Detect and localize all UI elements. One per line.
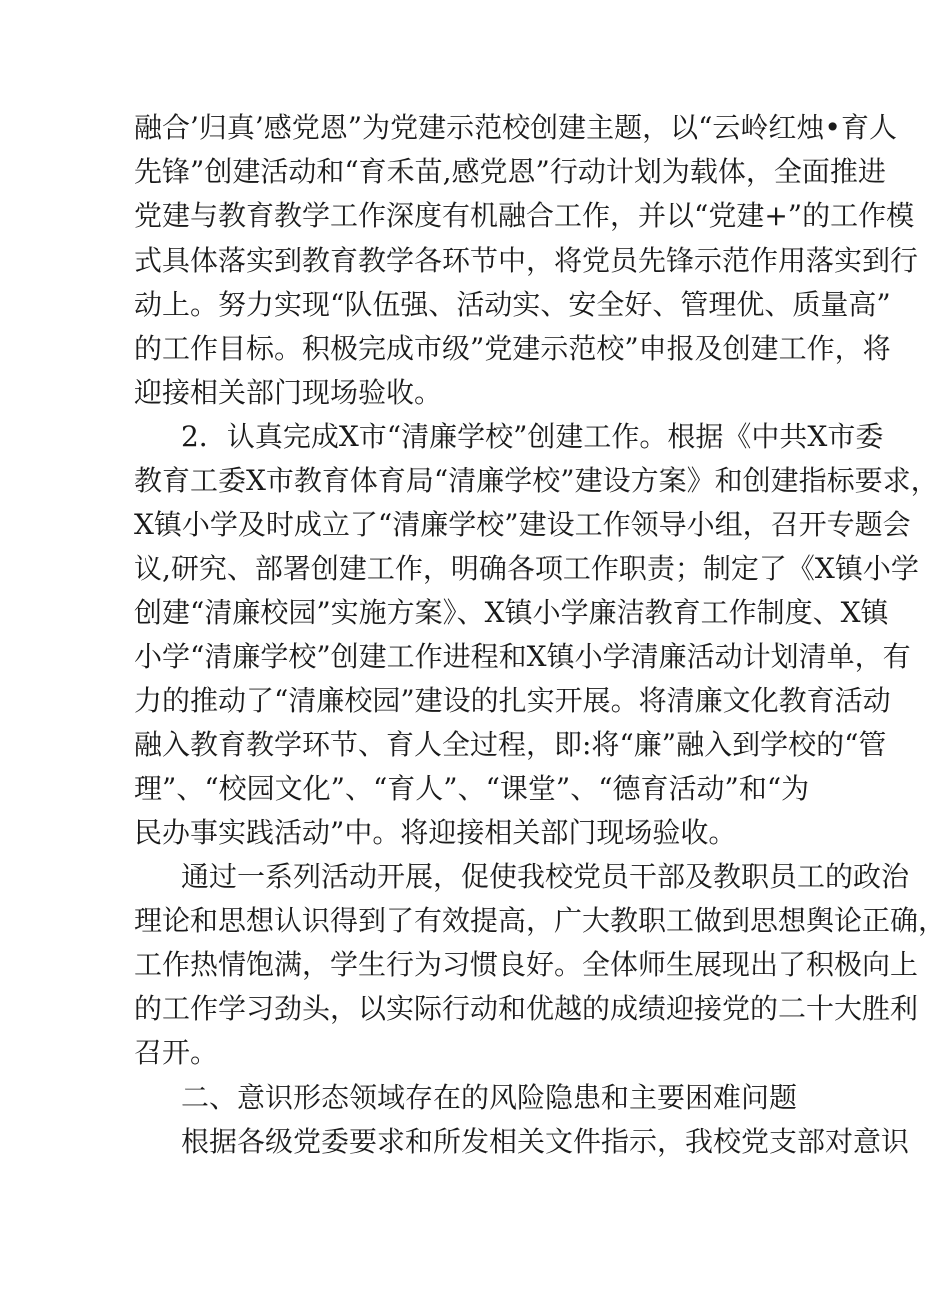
text-line: 教育工委X市教育体育局“清廉学校”建设方案》和创建指标要求， (134, 464, 939, 497)
text-line: 力的推动了“清廉校园”建设的扎实开展。将清廉文化教育活动 (134, 684, 891, 717)
text-line: 工作热情饱满，学生行为习惯良好。全体师生展现出了积极向上 (134, 948, 919, 981)
text-line: 议,研究、部署创建工作，明确各项工作职责；制定了《X镇小学 (134, 552, 919, 585)
section-heading: 二、意识形态领域存在的风险隐患和主要困难问题 (181, 1081, 798, 1114)
text-line: 召开。 (134, 1036, 219, 1069)
text-line: 的工作目标。积极完成市级”党建示范校”申报及创建工作，将 (134, 332, 891, 365)
text-line: 党建与教育教学工作深度有机融合工作，并以“党建+”的工作模 (134, 199, 915, 232)
text-line: 融合’归真’感党恩”为党建示范校创建主题，以“云岭红烛•育人 (134, 111, 897, 144)
text-line: 创建“清廉校园”实施方案》、X镇小学廉洁教育工作制度、X镇 (134, 596, 889, 629)
text-line: X镇小学及时成立了“清廉学校”建设工作领导小组，召开专题会 (134, 508, 911, 541)
text-line: 通过一系列活动开展，促使我校党员干部及教职员工的政治 (181, 860, 910, 893)
text-line: 的工作学习劲头，以实际行动和优越的成绩迎接党的二十大胜利 (134, 992, 919, 1025)
text-line: 式具体落实到教育教学各环节中，将党员先锋示范作用落实到行 (134, 244, 919, 277)
text-line: 理”、“校园文化”、“育人”、“课堂”、“德育活动”和“为 (134, 772, 810, 805)
text-line: 融入教育教学环节、育人全过程，即:将“廉”融入到学校的“管 (134, 728, 887, 761)
text-line: 先锋”创建活动和“育禾苗,感党恩”行动计划为载体，全面推进 (134, 155, 886, 188)
text-line: 理论和思想认识得到了有效提高，广大教职工做到思想舆论正确， (134, 904, 946, 937)
text-line: 根据各级党委要求和所发相关文件指示，我校党支部对意识 (181, 1125, 910, 1158)
text-line: 2．认真完成X市“清廉学校”创建工作。根据《中共X市委 (181, 420, 884, 453)
text-line: 小学“清廉学校”创建工作进程和X镇小学清廉活动计划清单，有 (134, 640, 911, 673)
text-line: 动上。努力实现“队伍强、活动实、安全好、管理优、质量高” (134, 288, 891, 321)
text-line: 迎接相关部门现场验收。 (134, 376, 443, 409)
text-line: 民办事实践活动”中。将迎接相关部门现场验收。 (134, 816, 737, 849)
